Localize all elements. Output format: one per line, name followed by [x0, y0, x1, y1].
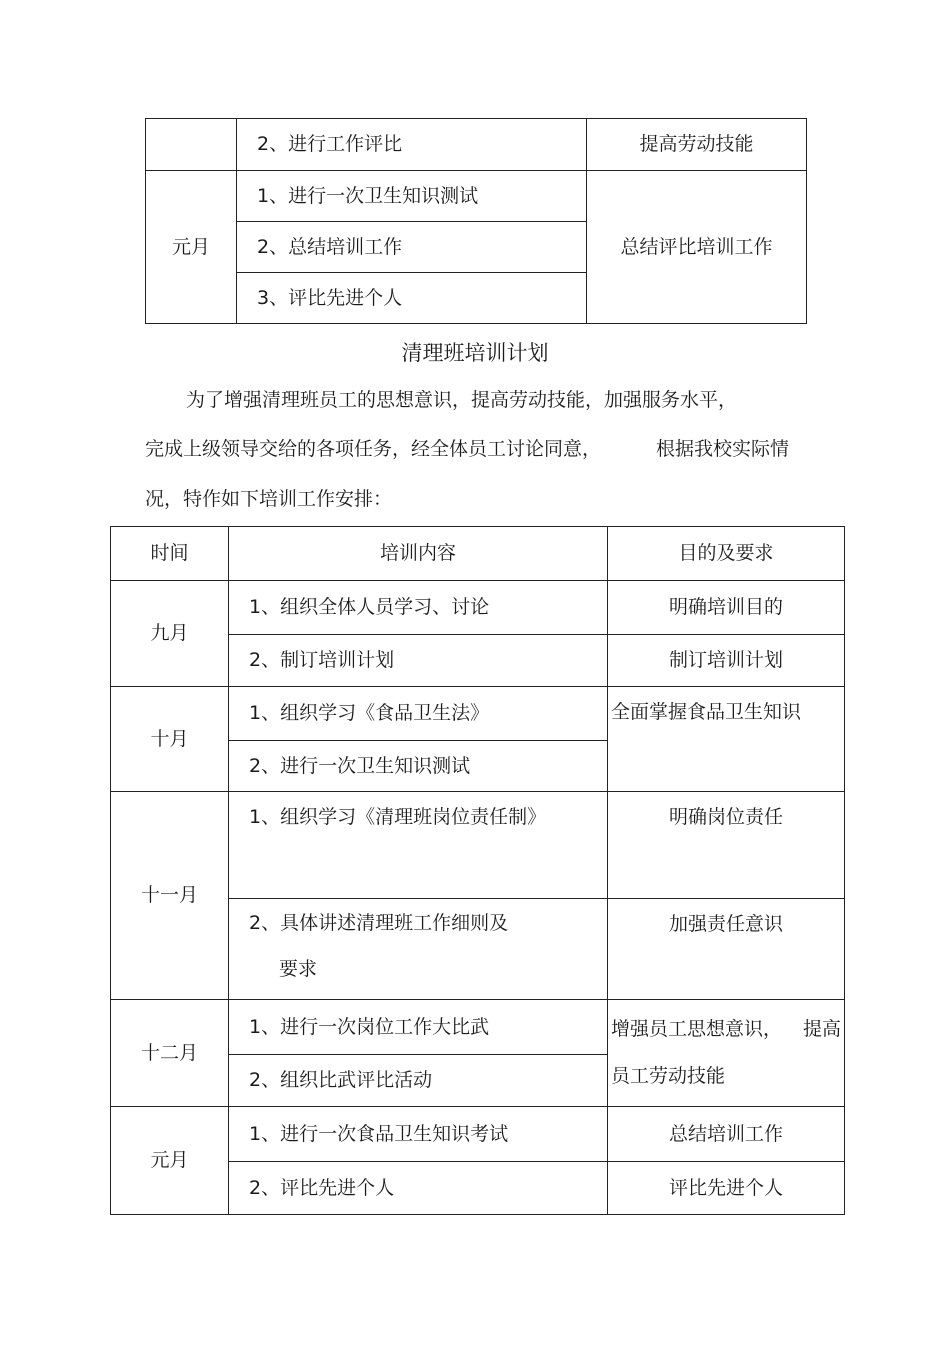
- header-content: 培训内容: [229, 527, 608, 581]
- header-goal: 目的及要求: [608, 527, 845, 581]
- goal-line: [611, 1018, 841, 1041]
- content-cell: 2、总结培训工作: [237, 222, 587, 273]
- content-cell: 2、进行工作评比: [237, 119, 587, 171]
- content-cell: 1、组织学习《清理班岗位责任制》: [229, 792, 608, 899]
- content-cell: 3、评比先进个人: [237, 273, 587, 324]
- intro-paragraph-line2b: 根据我校实际情: [656, 438, 790, 460]
- month-cell: 十一月: [111, 792, 229, 1000]
- table-row: [111, 687, 845, 741]
- table-row: [146, 119, 807, 171]
- goal-cell: 明确培训目的: [608, 581, 845, 635]
- goal-cell: 提高劳动技能: [587, 119, 807, 171]
- intro-paragraph-line1: 为了增强清理班员工的思想意识，提高劳动技能，加强服务水平，: [186, 389, 738, 411]
- content-cell: 2、进行一次卫生知识测试: [229, 741, 608, 792]
- goal-cell: 评比先进个人: [608, 1162, 845, 1215]
- training-plan-table: [110, 526, 845, 1215]
- month-cell: 十月: [111, 687, 229, 792]
- goal-cell: 制订培训计划: [608, 635, 845, 687]
- table-row: [146, 171, 807, 222]
- goal-cell: 全面掌握食品卫生知识: [608, 687, 845, 792]
- month-cell: 九月: [111, 581, 229, 687]
- content-cell: 2、评比先进个人: [229, 1162, 608, 1215]
- table-row: [111, 1107, 845, 1162]
- goal-cell: [608, 1000, 845, 1107]
- content-cell: 1、组织全体人员学习、讨论: [229, 581, 608, 635]
- goal-cell: 加强责任意识: [608, 899, 845, 1000]
- content-line: 2、具体讲述清理班工作细则及: [249, 912, 509, 934]
- content-cell: 1、进行一次食品卫生知识考试: [229, 1107, 608, 1162]
- goal-cell: 明确岗位责任: [608, 792, 845, 899]
- table-row: [111, 581, 845, 635]
- header-row: [111, 527, 845, 581]
- month-cell: [146, 119, 237, 171]
- content-cell: 2、组织比武评比活动: [229, 1055, 608, 1107]
- content-line: 要求: [279, 958, 318, 980]
- content-cell: 1、组织学习《食品卫生法》: [229, 687, 608, 741]
- content-cell: 2、制订培训计划: [229, 635, 608, 687]
- month-cell: 元月: [146, 171, 237, 324]
- previous-plan-table: [145, 118, 807, 324]
- goal-cell: 总结培训工作: [608, 1107, 845, 1162]
- header-time: 时间: [111, 527, 229, 581]
- month-cell: 十二月: [111, 1000, 229, 1107]
- section-title: 清理班培训计划: [401, 341, 549, 365]
- intro-paragraph-line2a: 完成上级领导交给的各项任务，经全体员工讨论同意，: [145, 438, 602, 460]
- goal-text: 员工劳动技能: [611, 1064, 726, 1087]
- content-cell: 1、进行一次卫生知识测试: [237, 171, 587, 222]
- table-row: [111, 1000, 845, 1055]
- goal-cell: 总结评比培训工作: [587, 171, 807, 324]
- goal-text: 增强员工思想意识，: [611, 1018, 783, 1040]
- table-row: [111, 792, 845, 899]
- content-cell: 1、进行一次岗位工作大比武: [229, 1000, 608, 1055]
- goal-text: 提高: [802, 1018, 841, 1040]
- intro-paragraph-line3: 况，特作如下培训工作安排：: [145, 488, 393, 510]
- content-cell: [229, 899, 608, 1000]
- month-cell: 元月: [111, 1107, 229, 1215]
